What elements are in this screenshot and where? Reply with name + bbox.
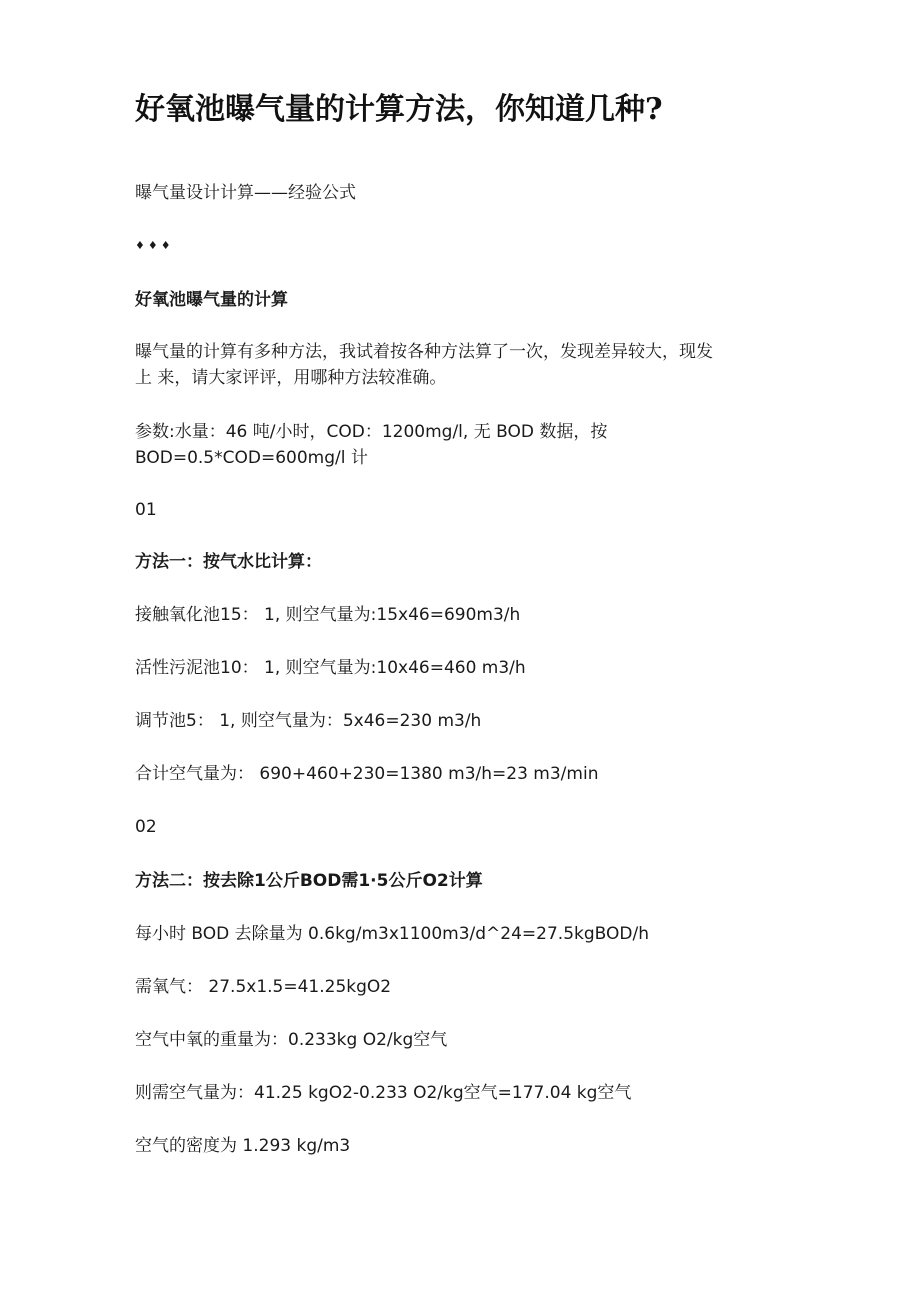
subtitle: 曝气量设计计算——经验公式 <box>135 183 356 203</box>
params-line-2: BOD=0.5*COD=600mg/l 计 <box>135 448 368 468</box>
method2-line: 空气的密度为 1.293 kg/m3 <box>135 1136 351 1156</box>
method1-total-line: 合计空气量为： 690+460+230=1380 m3/h=23 m3/min <box>135 764 599 784</box>
method2-line: 则需空气量为：41.25 kgO2-0.233 O2/kg空气=177.04 kg空气 <box>135 1083 632 1103</box>
section-heading: 好氧池曝气量的计算 <box>135 290 288 310</box>
method2-line: 每小时 BOD 去除量为 0.6kg/m3x1100m3/d^24=27.5kgBOD/h <box>135 924 649 944</box>
method1-heading: 方法一：按气水比计算： <box>135 552 322 572</box>
diamond-divider: ♦♦♦ <box>135 239 174 252</box>
method2-heading: 方法二：按去除1公斤BOD需1·5公斤O2计算 <box>135 871 483 891</box>
method1-line: 接触氧化池15： 1, 则空气量为:15x46=690m3/h <box>135 605 521 625</box>
method2-number: 02 <box>135 817 157 837</box>
intro-line-1: 曝气量的计算有多种方法，我试着按各种方法算了一次，发现差异较大，现发 <box>135 342 713 362</box>
params-line-1: 参数:水量：46 吨/小时，COD：1200mg/l, 无 BOD 数据，按 <box>135 422 608 442</box>
method2-line: 空气中氧的重量为：0.233kg O2/kg空气 <box>135 1030 448 1050</box>
method1-line: 调节池5： 1, 则空气量为：5x46=230 m3/h <box>135 711 482 731</box>
document-title: 好氧池曝气量的计算方法，你知道几种? <box>135 92 663 127</box>
method1-line: 活性污泥池10： 1, 则空气量为:10x46=460 m3/h <box>135 658 526 678</box>
intro-line-2: 上 来，请大家评评，用哪种方法较准确。 <box>135 368 447 388</box>
method2-line: 需氧气： 27.5x1.5=41.25kgO2 <box>135 977 392 997</box>
method1-number: 01 <box>135 500 157 520</box>
